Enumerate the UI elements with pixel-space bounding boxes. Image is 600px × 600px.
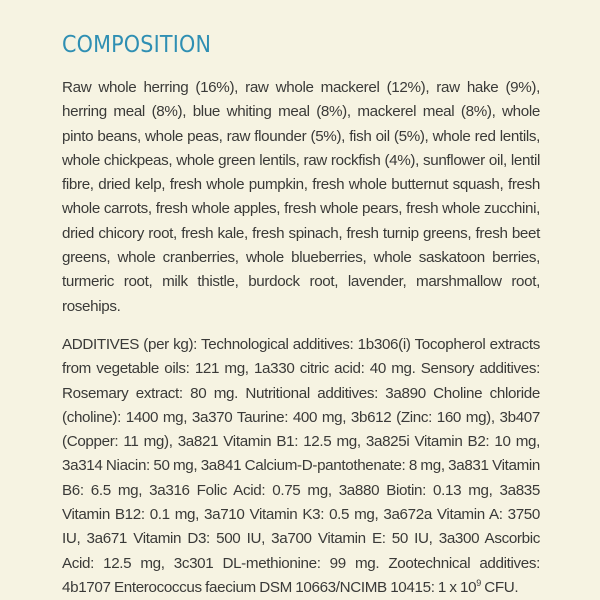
additives-text: ADDITIVES (per kg): Technological additives: 1b306(i) Tocopherol extracts from vegetable oils: 121 mg, 1a330 citric acid: 40 mg. Sensory additives: Rosemary extract: 80 mg. Nutritional additives: 3a890 Choline chloride (choline): 1400 mg, 3a370 Taurine: 400 mg, 3b612 (Zinc: 160 mg), 3b407 (Copper: 11 mg), 3a821 Vitamin B1: 12.5 mg, 3a825i Vitamin B2: 10 mg, 3a314 Niacin: 50 mg, 3a841 Calcium-D-pantothenate: 8 mg, 3a831 Vitamin B6: 6.5 mg, 3a316 Folic Acid: 0.75 mg, 3a880 Biotin: 0.13 mg, 3a835 Vitamin B12: 0.1 mg, 3a710 Vitamin K3: 0.5 mg, 3a672a Vitamin A: 3750 IU, 3a671 Vitamin D3: 500 IU, 3a700 Vitamin E: 50 IU, 3a300 Ascorbic Acid: 12.5 mg, 3c301 DL-methionine: 99 mg. Zootechnical additives: 4b1707 Enterococcus faecium DSM 10663/NCIMB 10415: 1 x 10 bbox=[62, 335, 540, 596]
cfu-unit: CFU. bbox=[480, 578, 519, 596]
composition-heading: COMPOSITION bbox=[62, 32, 212, 58]
additives-paragraph bbox=[62, 333, 540, 600]
ingredients-paragraph: Raw whole herring (16%), raw whole mackerel (12%), raw hake (9%), herring meal (8%), blue whiting meal (8%), mackerel meal (8%), whole pinto beans, whole peas, raw flounder (5%), fish oil (5%), whole red lentils, whole chickpeas, whole green lentils, raw rockfish (4%), sunflower oil, lentil fibre, dried kelp, fresh whole pumpkin, fresh whole butternut squash, fresh whole carrots, fresh whole apples, fresh whole pears, fresh whole zucchini, dried chicory root, fresh kale, fresh spinach, fresh turnip greens, fresh beet greens, whole cranberries, whole blueberries, whole saskatoon berries, turmeric root, milk thistle, burdock root, lavender, marshmallow root, rosehips. bbox=[62, 79, 540, 315]
cfu-exponent: 9 bbox=[476, 577, 481, 588]
